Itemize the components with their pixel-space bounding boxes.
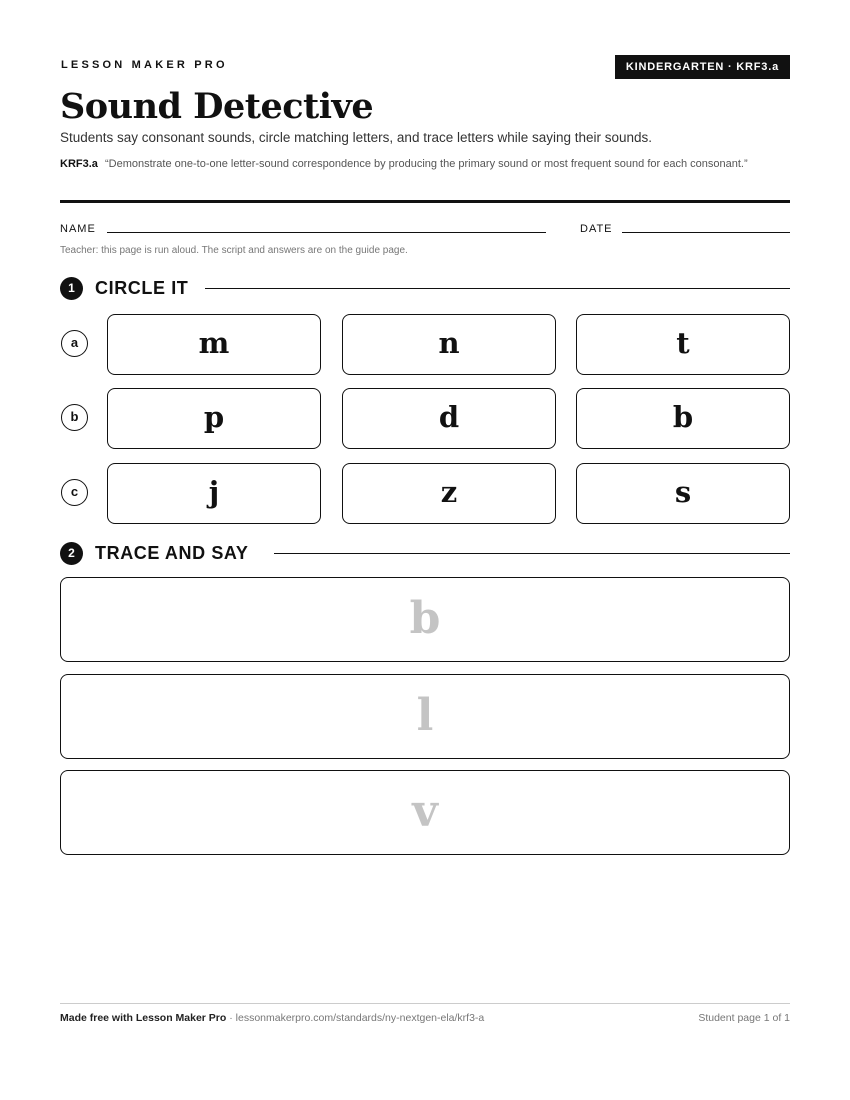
section-title: TRACE AND SAY — [95, 542, 259, 565]
section-trace-and-say-header — [60, 542, 790, 566]
trace-letter-box-1[interactable]: b — [60, 577, 790, 662]
footer-made-with: Made free with Lesson Maker Pro — [60, 1012, 227, 1024]
name-label: NAME — [60, 223, 96, 235]
standard-text: “Demonstrate one-to-one letter-sound correspondence by producing the primary sound or most frequent sound for each consonant.” — [104, 158, 748, 170]
footer-divider — [60, 1003, 790, 1004]
letter-choice-c-1[interactable]: j — [107, 463, 321, 524]
footer-url[interactable]: lessonmakerpro.com/standards/ny-nextgen-ela/krf3-a — [235, 1012, 485, 1024]
section-title: CIRCLE IT — [95, 277, 198, 300]
date-write-line[interactable] — [622, 232, 790, 233]
letter-choice-b-1[interactable]: p — [107, 388, 321, 449]
standard-description — [60, 156, 780, 173]
section-divider — [274, 553, 790, 554]
section-number: 2 — [60, 542, 83, 565]
row-label-b: b — [61, 404, 88, 431]
grade-badge: KINDERGARTEN · KRF3.a — [615, 55, 790, 79]
letter-choice-b-3[interactable]: b — [576, 388, 790, 449]
header-divider — [60, 200, 790, 203]
letter-choice-a-1[interactable]: m — [107, 314, 321, 375]
footer-page-number: Student page 1 of 1 — [698, 1012, 790, 1024]
section-circle-it-header — [60, 277, 790, 301]
letter-choice-c-2[interactable]: z — [342, 463, 556, 524]
letter-choice-a-2[interactable]: n — [342, 314, 556, 375]
trace-letter-box-2[interactable]: l — [60, 674, 790, 759]
standard-code: KRF3.a — [60, 158, 98, 170]
date-label: DATE — [580, 223, 613, 235]
footer-credit — [60, 1012, 484, 1024]
letter-choice-c-3[interactable]: s — [576, 463, 790, 524]
footer-separator: · — [226, 1012, 236, 1024]
page-subtitle: Students say consonant sounds, circle matching letters, and trace letters while saying their sounds. — [60, 130, 653, 145]
row-label-c: c — [61, 479, 88, 506]
name-write-line[interactable] — [107, 232, 546, 233]
row-label-a: a — [61, 330, 88, 357]
page-title: Sound Detective — [60, 86, 374, 127]
brand-name: LESSON MAKER PRO — [61, 59, 228, 71]
section-number: 1 — [60, 277, 83, 300]
letter-choice-b-2[interactable]: d — [342, 388, 556, 449]
section-divider — [205, 288, 790, 289]
letter-choice-a-3[interactable]: t — [576, 314, 790, 375]
teacher-note: Teacher: this page is run aloud. The script and answers are on the guide page. — [60, 245, 408, 256]
trace-letter-box-3[interactable]: v — [60, 770, 790, 855]
